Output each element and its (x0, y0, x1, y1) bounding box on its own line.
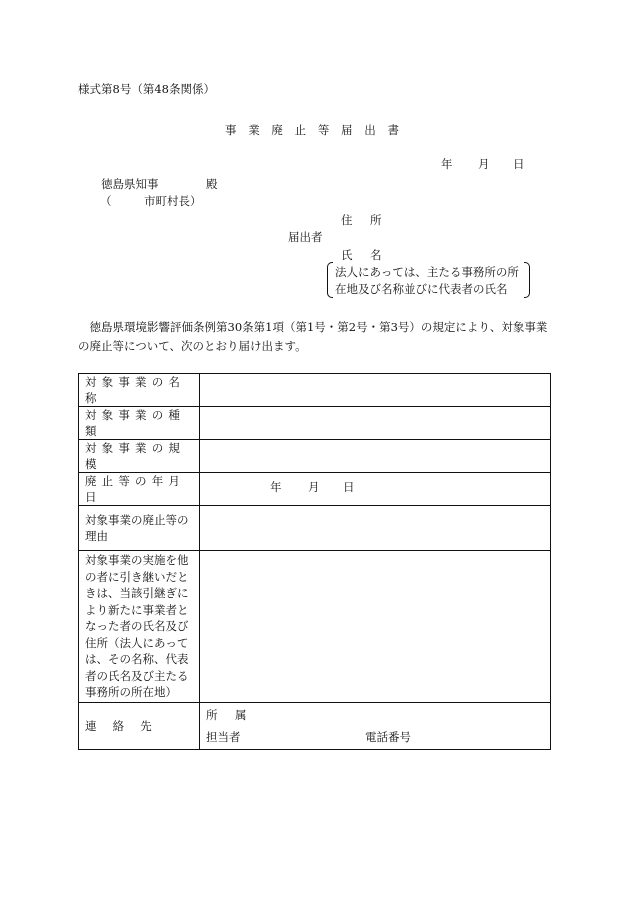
label-project-type (79, 407, 200, 440)
table-row (79, 703, 551, 750)
addressee-alt-open: （ (100, 194, 112, 208)
addressee-honorific: 殿 (206, 177, 218, 191)
abolition-day: 日 (343, 480, 355, 494)
label-contact (79, 703, 200, 750)
value-project-type[interactable] (200, 407, 551, 440)
submitter-address-label: 住 所 (341, 213, 389, 227)
notification-table (78, 373, 551, 750)
value-project-scale[interactable] (200, 440, 551, 473)
date-month: 月 (478, 157, 490, 171)
document-title: 事 業 廃 止 等 届 出 書 (225, 123, 403, 137)
table-row (79, 374, 551, 407)
value-successor[interactable] (200, 551, 551, 703)
right-bracket (524, 262, 530, 298)
label-project-scale (79, 440, 200, 473)
value-project-name[interactable] (200, 374, 551, 407)
label-abolition-reason (79, 506, 200, 551)
body-paragraph (78, 318, 558, 356)
label-project-name-text: 対象事業の名称 (85, 375, 186, 405)
label-abolition-date-text: 廃止等の年月日 (85, 474, 186, 504)
value-contact (200, 703, 551, 750)
value-abolition-date[interactable] (200, 473, 551, 506)
table-row (79, 473, 551, 506)
left-bracket (327, 262, 333, 298)
corporation-note-line2: 在地及び名称並びに代表者の氏名 (335, 282, 508, 296)
contact-person-label: 担当者 (206, 730, 241, 744)
contact-phone-label: 電話番号 (365, 730, 411, 744)
date-day: 日 (513, 157, 525, 171)
body-text: 徳島県環境影響評価条例第30条第1項（第1号・第2号・第3号）の規定により、対象事業の廃止等について、次のとおり届け出ます。 (78, 320, 548, 353)
table-row (79, 506, 551, 551)
label-project-scale-text: 対象事業の規模 (85, 441, 186, 471)
corporation-note (327, 262, 530, 298)
submitter-label: 届出者 (288, 230, 323, 244)
table-row (79, 407, 551, 440)
submitter-name-label: 氏 名 (341, 248, 389, 262)
label-abolition-date (79, 473, 200, 506)
label-project-type-text: 対象事業の種類 (85, 408, 186, 438)
date-year: 年 (441, 157, 453, 171)
label-abolition-reason-text: 対象事業の廃止等の理由 (85, 512, 189, 543)
label-contact-text: 連 絡 先 (85, 719, 154, 733)
addressee-governor: 徳島県知事 (101, 177, 159, 191)
label-successor-text: 対象事業の実施を他の者に引き継いだときは、当該引継ぎにより新たに事業者となった者の氏名及び住所（法人にあっては、その名称、代表者の氏名及び主たる事務所の所在地） (85, 553, 189, 700)
table-row (79, 440, 551, 473)
form-number: 様式第8号（第48条関係） (78, 82, 215, 96)
corporation-note-line1: 法人にあっては、主たる事務所の所 (335, 265, 519, 279)
addressee-alt-name: 市町村長） (144, 194, 202, 208)
table-row (79, 551, 551, 703)
value-abolition-reason[interactable] (200, 506, 551, 551)
abolition-year: 年 (270, 480, 282, 494)
abolition-month: 月 (308, 480, 320, 494)
label-project-name (79, 374, 200, 407)
contact-affiliation-label: 所 属 (206, 708, 254, 722)
label-successor (79, 551, 200, 703)
